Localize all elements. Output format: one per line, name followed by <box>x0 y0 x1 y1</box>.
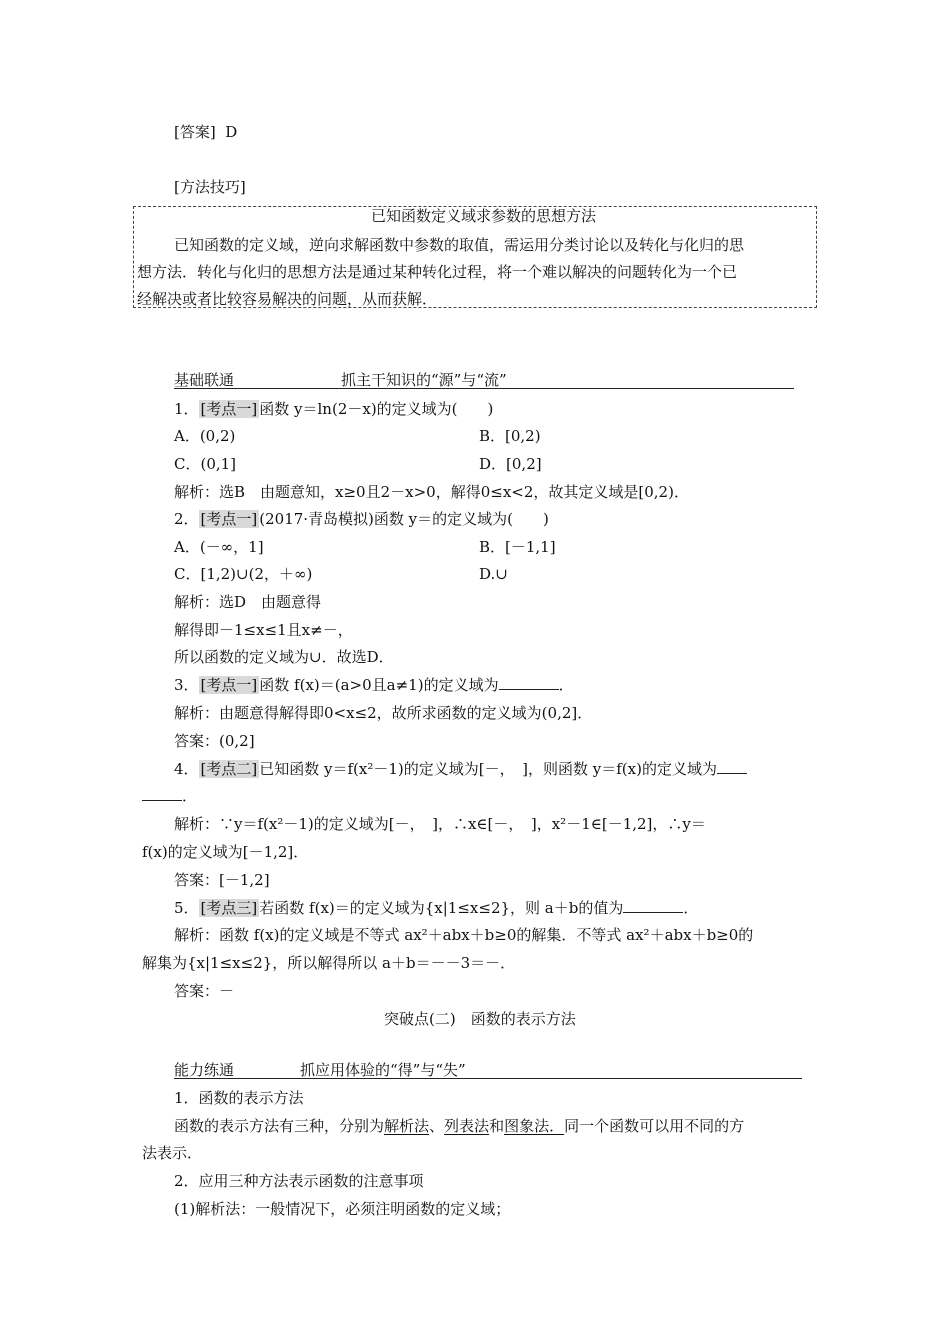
paragraph: (1)解析法：一般情况下，必须注明函数的定义域； <box>174 1200 511 1218</box>
option-b: B．[－1,1] <box>479 538 556 556</box>
answer-blank <box>499 675 559 690</box>
answer: 答案：(0,2] <box>174 732 255 750</box>
question-4: 4． [考点二] 已知函数 y＝f(x²－1)的定义域为[－， ]，则函数 y＝f(x)的定义域为 <box>174 759 747 779</box>
topic-tag: [考点一] <box>200 400 258 418</box>
method-box-line: 想方法．转化与化归的思想方法是通过某种转化过程，将一个难以解决的问题转化为一个已 <box>137 263 738 281</box>
option-a: A．(0,2) <box>174 427 236 445</box>
option-d: D.∪ <box>479 565 508 583</box>
analysis: f(x)的定义域为[－1,2]． <box>142 843 309 861</box>
topic-tag: [考点一] <box>200 676 258 694</box>
section-header-right: 抓主干知识的“源”与“流” <box>341 371 507 389</box>
section-header-left: 能力练通 <box>174 1061 235 1079</box>
question-1: 1． [考点一] 函数 y＝ln(2－x)的定义域为( ) <box>174 400 494 418</box>
section-header-ability <box>174 1060 802 1079</box>
option-c: C．(0,1] <box>174 455 237 473</box>
question-5: 5． [考点三] 若函数 f(x)＝的定义域为{x|1≤x≤2}，则 a＋b的值为 ． <box>174 899 699 917</box>
analysis: 解析：选D 由题意得 <box>174 593 322 611</box>
method-box-line: 已知函数的定义域，逆向求解函数中参数的取值，需运用分类讨论以及转化与化归的思 <box>174 236 745 254</box>
question-4-cont: ． <box>142 786 197 806</box>
question-2: 2． [考点一] (2017·青岛模拟)函数 y＝的定义域为( ) <box>174 510 549 528</box>
option-c: C．[1,2)∪(2，＋∞) <box>174 565 313 583</box>
option-b: B．[0,2) <box>479 427 541 445</box>
question-3: 3． [考点一] 函数 f(x)＝(a>0且a≠1)的定义域为 ． <box>174 676 574 694</box>
answer-value: D <box>225 123 238 141</box>
analysis: 解析：选B 由题意知，x≥0且2－x>0，解得0≤x<2，故其定义域是[0,2)． <box>174 483 689 501</box>
answer: 答案：－ <box>174 982 235 1000</box>
answer-label: [答案] <box>174 123 216 141</box>
analysis: 解得即－1≤x≤1且x≠－， <box>174 621 353 639</box>
section-header-right: 抓应用体验的“得”与“失” <box>300 1061 466 1079</box>
paragraph: 法表示． <box>142 1144 203 1162</box>
topic-tag: [考点二] <box>200 760 258 778</box>
option-a: A．(－∞，1] <box>174 538 264 556</box>
answer-blank <box>717 759 747 774</box>
section-header-left: 基础联通 <box>174 371 235 389</box>
analysis: 所以函数的定义域为∪．故选D． <box>174 648 394 666</box>
method-box-title: 已知函数定义域求参数的思想方法 <box>371 207 597 225</box>
answer-blank <box>142 786 182 801</box>
analysis: 解析：函数 f(x)的定义域是不等式 ax²＋abx＋b≥0的解集．不等式 ax²＋abx＋b≥0的 <box>174 926 754 944</box>
paragraph: 2．应用三种方法表示函数的注意事项 <box>174 1172 424 1190</box>
analysis: 解析：由题意得解得即0<x≤2，故所求函数的定义域为(0,2]． <box>174 704 593 722</box>
paragraph: 1．函数的表示方法 <box>174 1089 304 1107</box>
method-box-line: 经解决或者比较容易解决的问题，从而获解． <box>137 290 438 308</box>
option-d: D．[0,2] <box>479 455 542 473</box>
answer: 答案：[－1,2] <box>174 871 270 889</box>
topic-tag: [考点三] <box>200 899 258 917</box>
section-heading: 突破点(二) 函数的表示方法 <box>384 1010 576 1028</box>
analysis: 解析：∵y＝f(x²－1)的定义域为[－， ]，∴x∈[－， ]，x²－1∈[－1,2]，∴y＝ <box>174 815 706 833</box>
answer-line <box>174 122 237 142</box>
paragraph: 函数的表示方法有三种，分别为解析法、列表法和图象法．同一个函数可以用不同的方 <box>174 1117 745 1135</box>
answer-blank <box>623 898 683 913</box>
method-label: [方法技巧] <box>174 178 246 196</box>
analysis: 解集为{x|1≤x≤2}，所以解得所以 a＋b＝－－3＝－． <box>142 954 516 972</box>
topic-tag: [考点一] <box>200 510 258 528</box>
